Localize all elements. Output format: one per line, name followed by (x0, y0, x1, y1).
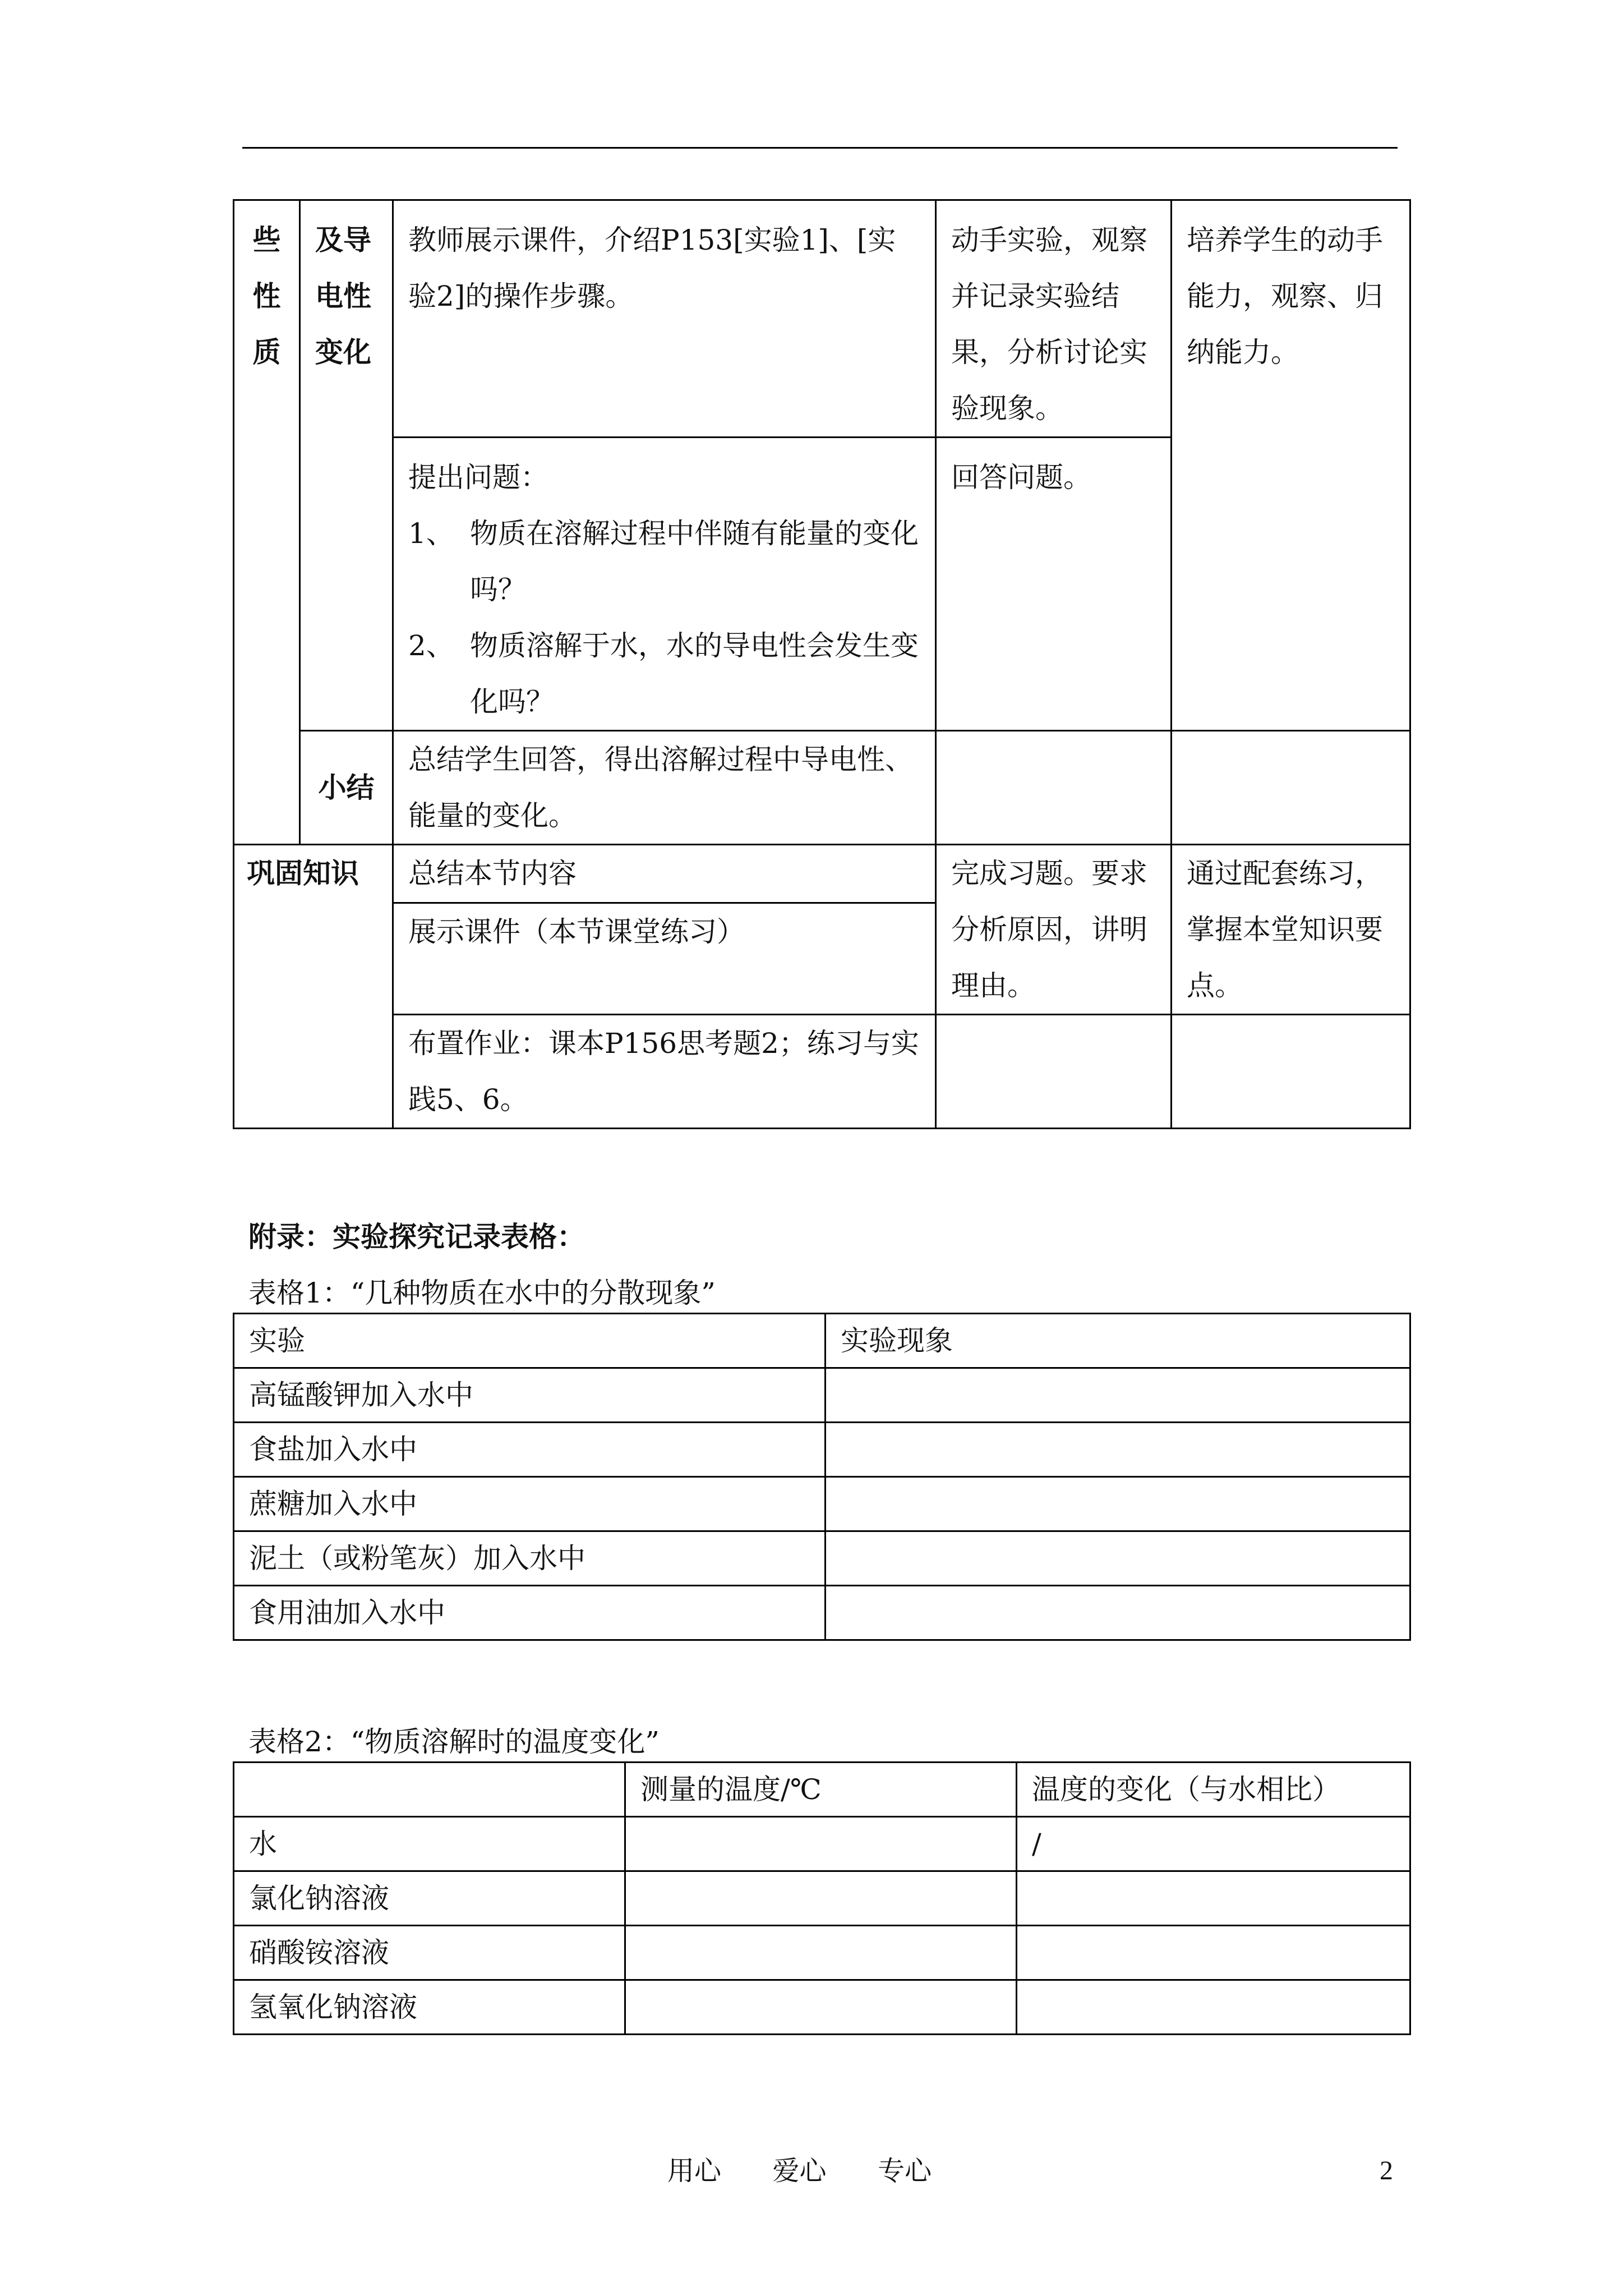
observation-cell (826, 1368, 1410, 1423)
temp-change (1017, 1980, 1410, 2035)
table-row (234, 1586, 1410, 1640)
temp-change: / (1017, 1817, 1410, 1871)
temp-change (1017, 1926, 1410, 1980)
observation-cell (826, 1531, 1410, 1586)
teacher-activity-demo: 教师展示课件，介绍P153[实验1]、[实验2]的操作步骤。 (408, 224, 896, 312)
consolidate-teacher-2: 展示课件（本节课堂练习） (408, 915, 745, 949)
table-header-cell: 实验现象 (826, 1314, 1410, 1368)
design-intent-demo: 培养学生的动手能力，观察、归纳能力。 (1187, 224, 1383, 369)
questions-intro: 提出问题： (408, 461, 548, 494)
question-text: 物质溶解于水，水的导电性会发生变化吗？ (470, 629, 919, 718)
table-row (234, 1871, 1410, 1926)
table-header-cell (234, 1763, 625, 1817)
consolidate-teacher-2-cell (393, 903, 936, 1015)
experiment-name: 食用油加入水中 (234, 1586, 826, 1640)
experiment-name: 食盐加入水中 (234, 1423, 826, 1477)
table-row (234, 1980, 1410, 2035)
student-answer: 回答问题。 (951, 461, 1091, 494)
empty-cell (936, 1015, 1172, 1129)
consolidate-label-cell (234, 845, 393, 1129)
section-label: 些性质 (252, 223, 281, 369)
summary-text-cell (393, 731, 936, 845)
substance-name: 氢氧化钠溶液 (234, 1980, 625, 2035)
header-rule (242, 147, 1398, 149)
substance-name: 氯化钠溶液 (234, 1871, 625, 1926)
observation-cell (826, 1477, 1410, 1531)
question-text: 物质在溶解过程中伴随有能量的变化吗？ (470, 517, 919, 606)
section-label-cell (234, 200, 300, 845)
table-row (234, 1531, 1410, 1586)
consolidate-label: 巩固知识 (247, 857, 359, 890)
dispersion-record-table (233, 1313, 1411, 1641)
teacher-activity-cell (393, 200, 936, 438)
table-row (234, 1817, 1410, 1871)
topic-label: 及导电性变化 (315, 223, 371, 369)
homework-text: 布置作业：课本P156思考题2；练习与实践5、6。 (408, 1027, 919, 1116)
lesson-plan-table (233, 199, 1411, 1129)
topic-label-cell (300, 200, 393, 731)
table-row (234, 1423, 1410, 1477)
measured-temp (625, 1980, 1017, 2035)
design-intent-cell (1172, 200, 1410, 731)
page-number: 2 (1380, 2156, 1393, 2185)
consolidate-teacher-1: 总结本节内容 (408, 857, 577, 890)
consolidate-student: 完成习题。要求分析原因，讲明理由。 (951, 857, 1147, 1002)
question-number: 1、 (408, 517, 454, 550)
questions-cell (393, 438, 936, 731)
empty-cell (1172, 1015, 1410, 1129)
question-item (408, 618, 920, 730)
homework-cell (393, 1015, 936, 1129)
consolidate-teacher-1-cell (393, 845, 936, 903)
experiment-name: 泥土（或粉笔灰）加入水中 (234, 1531, 826, 1586)
measured-temp (625, 1926, 1017, 1980)
student-activity-cell (936, 200, 1172, 438)
substance-name: 水 (234, 1817, 625, 1871)
table-row (234, 1477, 1410, 1531)
student-activity-demo: 动手实验，观察并记录实验结果，分析讨论实验现象。 (951, 224, 1147, 425)
empty-cell (1172, 731, 1410, 845)
student-answer-cell (936, 438, 1172, 731)
table-header-cell: 实验 (234, 1314, 826, 1368)
footer-motto: 用心 爱心 专心 (667, 2155, 932, 2187)
question-number: 2、 (408, 629, 454, 662)
measured-temp (625, 1817, 1017, 1871)
summary-text: 总结学生回答，得出溶解过程中导电性、能量的变化。 (408, 743, 913, 832)
empty-cell (936, 731, 1172, 845)
appendix-title: 附录：实验探究记录表格： (248, 1220, 585, 1253)
temp-change (1017, 1871, 1410, 1926)
question-item (408, 505, 920, 618)
table-header-cell: 温度的变化（与水相比） (1017, 1763, 1410, 1817)
observation-cell (826, 1586, 1410, 1640)
substance-name: 硝酸铵溶液 (234, 1926, 625, 1980)
experiment-name: 高锰酸钾加入水中 (234, 1368, 826, 1423)
consolidate-student-cell (936, 845, 1172, 1015)
table-header-cell: 测量的温度/℃ (625, 1763, 1017, 1817)
summary-label-cell (300, 731, 393, 845)
consolidate-intent: 通过配套练习，掌握本堂知识要点。 (1187, 857, 1383, 1002)
summary-label: 小结 (318, 771, 375, 804)
table-row (234, 1368, 1410, 1423)
table2-caption: 表格2：“物质溶解时的温度变化” (248, 1726, 660, 1758)
table-row (234, 1926, 1410, 1980)
consolidate-intent-cell (1172, 845, 1410, 1015)
experiment-name: 蔗糖加入水中 (234, 1477, 826, 1531)
observation-cell (826, 1423, 1410, 1477)
table-header-row (234, 1314, 1410, 1368)
table1-caption: 表格1：“几种物质在水中的分散现象” (248, 1277, 716, 1309)
table-header-row (234, 1763, 1410, 1817)
temperature-record-table (233, 1761, 1411, 2035)
measured-temp (625, 1871, 1017, 1926)
